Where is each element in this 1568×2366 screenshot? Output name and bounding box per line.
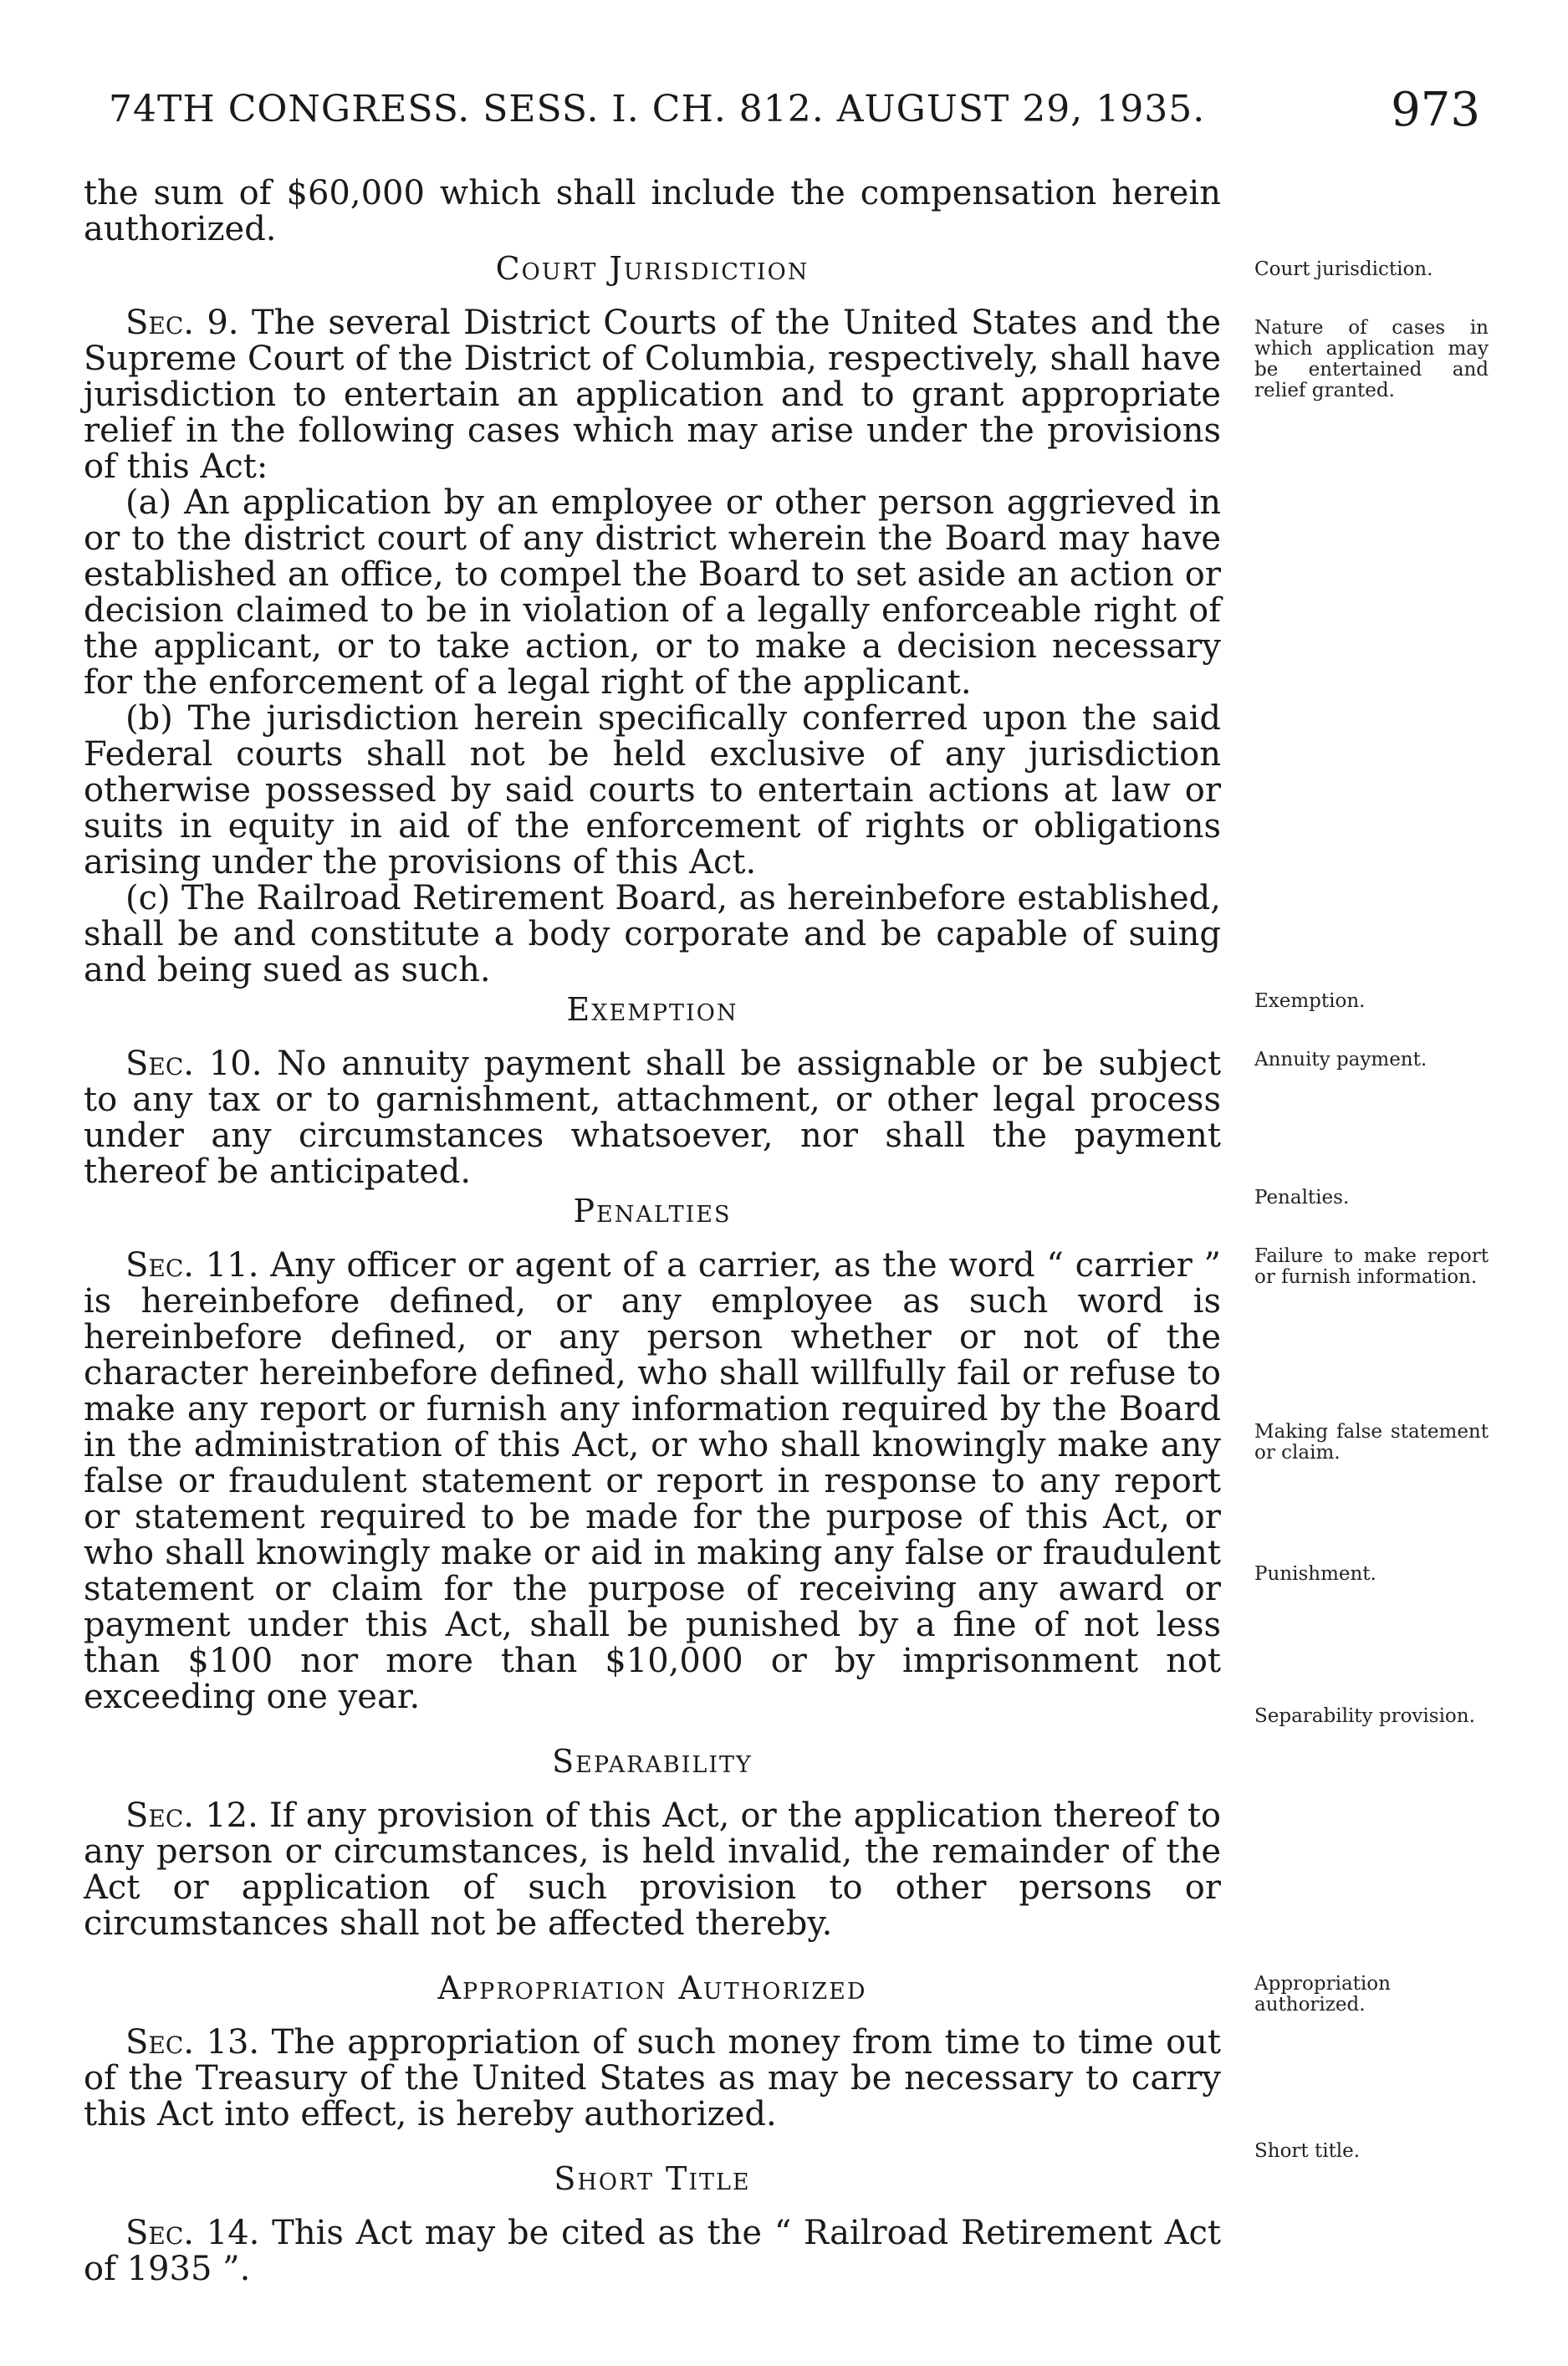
heading-appropriation: Appropriation Authorized — [437, 1970, 867, 2006]
margin-note-court-jurisdiction: Court jurisdiction. — [1254, 258, 1433, 280]
sec-10-text: No annuity payment shall be assignable or be subject to any tax or to garnishment, attachment, or other legal process under any circumstances whatsoever, nor shall the payment thereof be anticipated. — [84, 1045, 1222, 1191]
sec-14-text: This Act may be cited as the “ Railroad Retirement Act of 1935 ”. — [84, 2214, 1221, 2288]
margin-note-appropriation: Appropriation authorized. — [1254, 1973, 1391, 2016]
sec-12-text: If any provision of this Act, or the application thereof to any person or circumstances, is held invalid, the remainder of the Act or application of such provision to other persons or circumstances shall not be affected thereby. — [84, 1796, 1221, 1943]
sec-14-paragraph — [84, 2215, 1221, 2287]
margin-note-false-statement: Making false statement or claim. — [1254, 1421, 1489, 1464]
sec-13-paragraph — [84, 2025, 1221, 2133]
sec-13-label: Sec. 13. — [125, 2023, 260, 2062]
margin-note-failure-to-report: Failure to make report or furnish information. — [1254, 1245, 1489, 1288]
sec-10-label: Sec. 10. — [125, 1045, 263, 1083]
sec-9-text: The several District Courts of the United States and the Supreme Court of the District of Columbia, respectively, shall have jurisdiction to entertain an application and to grant appropriate relief in the following cases which may arise under the provisions of this Act: — [84, 304, 1222, 486]
sec-12-label: Sec. 12. — [125, 1796, 258, 1835]
sec-11-text: Any officer or agent of a carrier, as the word “ carrier ” is hereinbefore defined, or any employee as such word is hereinbefore defined, or any person whether or not of the character hereinbefore defined, who shall willfully fail or refuse to make any report or furnish any information required by the Board in the administration of this Act, or who shall knowingly make any false or fraudulent statement or report in response to any report or statement required to be made for the purpose of this Act, or who shall knowingly make or aid in making any false or fraudulent statement or claim for the purpose of receiving any award or payment under this Act, shall be punished by a fine of not less than $100 nor more than $10,000 or by imprisonment not exceeding one year. — [84, 1246, 1222, 1716]
sec-9-c: (c) The Railroad Retirement Board, as hereinbefore established, shall be and constitute a body corporate and be capable of suing and being sued as such. — [84, 879, 1221, 989]
sec-14-label: Sec. 14. — [125, 2214, 260, 2252]
sec-12-paragraph — [84, 1798, 1221, 1942]
margin-note-punishment: Punishment. — [1254, 1563, 1376, 1585]
heading-penalties: Penalties — [573, 1193, 732, 1229]
sec-9-a: (a) An application by an employee or other person aggrieved in or to the district court of any district wherein the Board may have established an office, to compel the Board to set aside an action or decision claimed to be in violation of a legally enforceable right of the applicant, or to take action, or to make a decision necessary for the enforcement of a legal right of the applicant. — [84, 483, 1221, 702]
sec-9-label: Sec. 9. — [125, 304, 239, 342]
margin-note-exemption: Exemption. — [1254, 990, 1366, 1012]
sec-11-label: Sec. 11. — [125, 1246, 259, 1285]
intro-paragraph: the sum of $60,000 which shall include the compensation herein authorized. — [84, 174, 1221, 248]
sec-9-b: (b) The jurisdiction herein specifically conferred upon the said Federal courts shall not be held exclusive of any jurisdiction otherwise possessed by said courts to entertain actions at law or suits in equity in aid of the enforcement of rights or obligations arising under the provisions of this Act. — [84, 699, 1221, 882]
sec-11-paragraph — [84, 1248, 1221, 1715]
heading-exemption: Exemption — [566, 991, 738, 1028]
margin-note-annuity-payment: Annuity payment. — [1254, 1049, 1428, 1071]
margin-note-separability: Separability provision. — [1254, 1705, 1475, 1727]
heading-court-jurisdiction: Court Jurisdiction — [495, 250, 810, 287]
margin-note-nature-of-cases: Nature of cases in which application may be entertained and relief granted. — [1254, 317, 1489, 401]
heading-short-title: Short Title — [554, 2160, 751, 2197]
margin-note-short-title: Short title. — [1254, 2140, 1361, 2162]
body-text — [84, 176, 1221, 2287]
margin-note-penalties: Penalties. — [1254, 1187, 1350, 1209]
sec-9-paragraph — [84, 305, 1221, 485]
sec-13-text: The appropriation of such money from time to time out of the Treasury of the United States as may be necessary to carry this Act into effect, is hereby authorized. — [84, 2023, 1222, 2133]
sec-10-paragraph — [84, 1046, 1221, 1190]
running-head: 74TH CONGRESS. SESS. I. CH. 812. AUGUST 29, 1935. — [109, 88, 1206, 130]
heading-separability: Separability — [552, 1743, 753, 1780]
page-number: 973 — [1391, 83, 1480, 137]
page-header — [84, 83, 1480, 155]
